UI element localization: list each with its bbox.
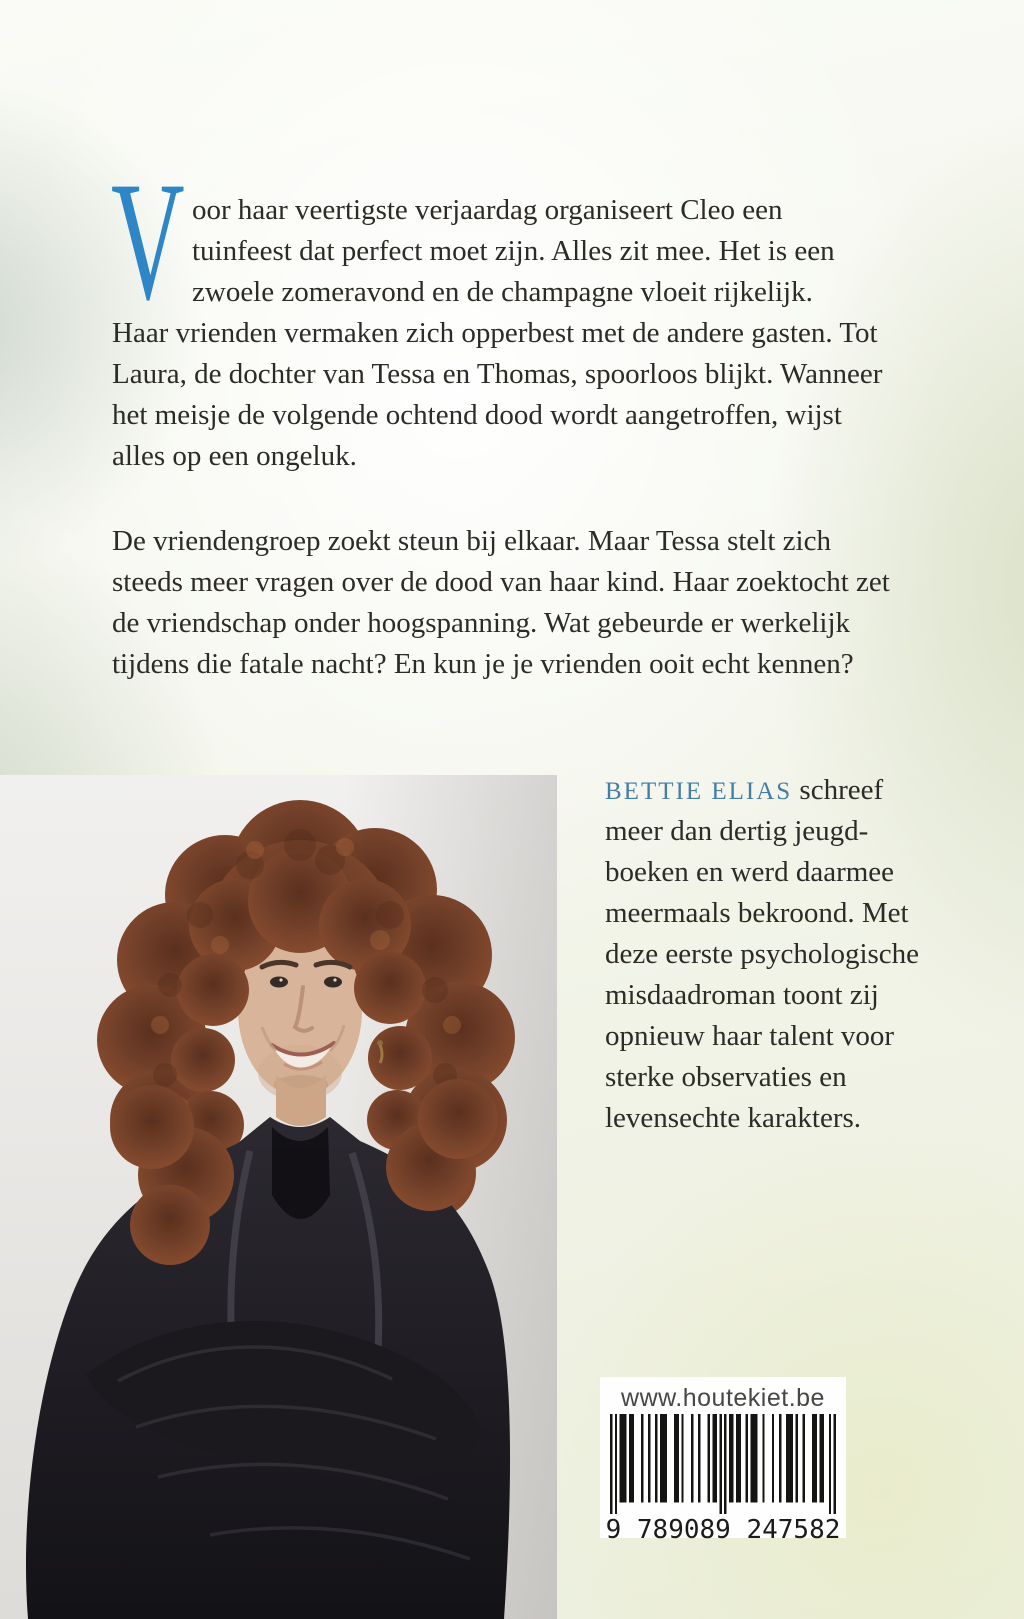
author-photo-image [0,775,557,1619]
barcode [610,1414,836,1514]
bio-line: meer dan dertig jeugd- [605,815,869,847]
bio-line-text: schreef [792,774,884,806]
synopsis-line: oor haar veertigste verjaardag organiseert Cleo een [192,194,783,226]
synopsis-line: de vriendschap onder hoogspanning. Wat gebeurde er werkelijk [112,607,850,639]
author-photo [0,775,557,1619]
bio-line: deze eerste psychologische [605,938,920,970]
bio-line: sterke observaties en [605,1061,847,1093]
bio-line: opnieuw haar talent voor [605,1020,895,1052]
synopsis-line: De vriendengroep zoekt steun bij elkaar. Maar Tessa stelt zich [112,525,831,557]
author-name: BETTIE ELIAS [605,778,793,805]
barcode-panel [600,1377,846,1545]
synopsis-line: steeds meer vragen over de dood van haar kind. Haar zoektocht zet [112,566,890,598]
synopsis-line: Laura, de dochter van Tessa en Thomas, spoorloos blijkt. Wanneer [112,358,883,390]
synopsis-line: tijdens die fatale nacht? En kun je je vrienden ooit echt kennen? [112,648,854,680]
isbn-digits: 9 789089 247582 [605,1515,841,1545]
bio-line [605,770,925,811]
author-bio [605,770,925,1139]
bio-line: levensechte karakters. [605,1102,862,1134]
bio-line: misdaadroman toont zij [605,979,879,1011]
synopsis-line: alles op een ongeluk. [112,440,357,472]
synopsis-line: Haar vrienden vermaken zich opperbest met de andere gasten. Tot [112,317,878,349]
drop-cap: V [111,147,185,335]
synopsis-paragraph-1 [112,190,922,477]
publisher-website: www.houtekiet.be [621,1384,825,1412]
synopsis-paragraph-2 [112,521,922,685]
bio-line: boeken en werd daarmee [605,856,895,888]
bio-line: meermaals bekroond. Met [605,897,909,929]
synopsis-line: tuinfeest dat perfect moet zijn. Alles zit mee. Het is een [192,235,835,267]
synopsis-line: het meisje de volgende ochtend dood wordt aangetroffen, wijst [112,399,842,431]
synopsis-line: zwoele zomeravond en de champagne vloeit rijkelijk. [192,276,813,308]
